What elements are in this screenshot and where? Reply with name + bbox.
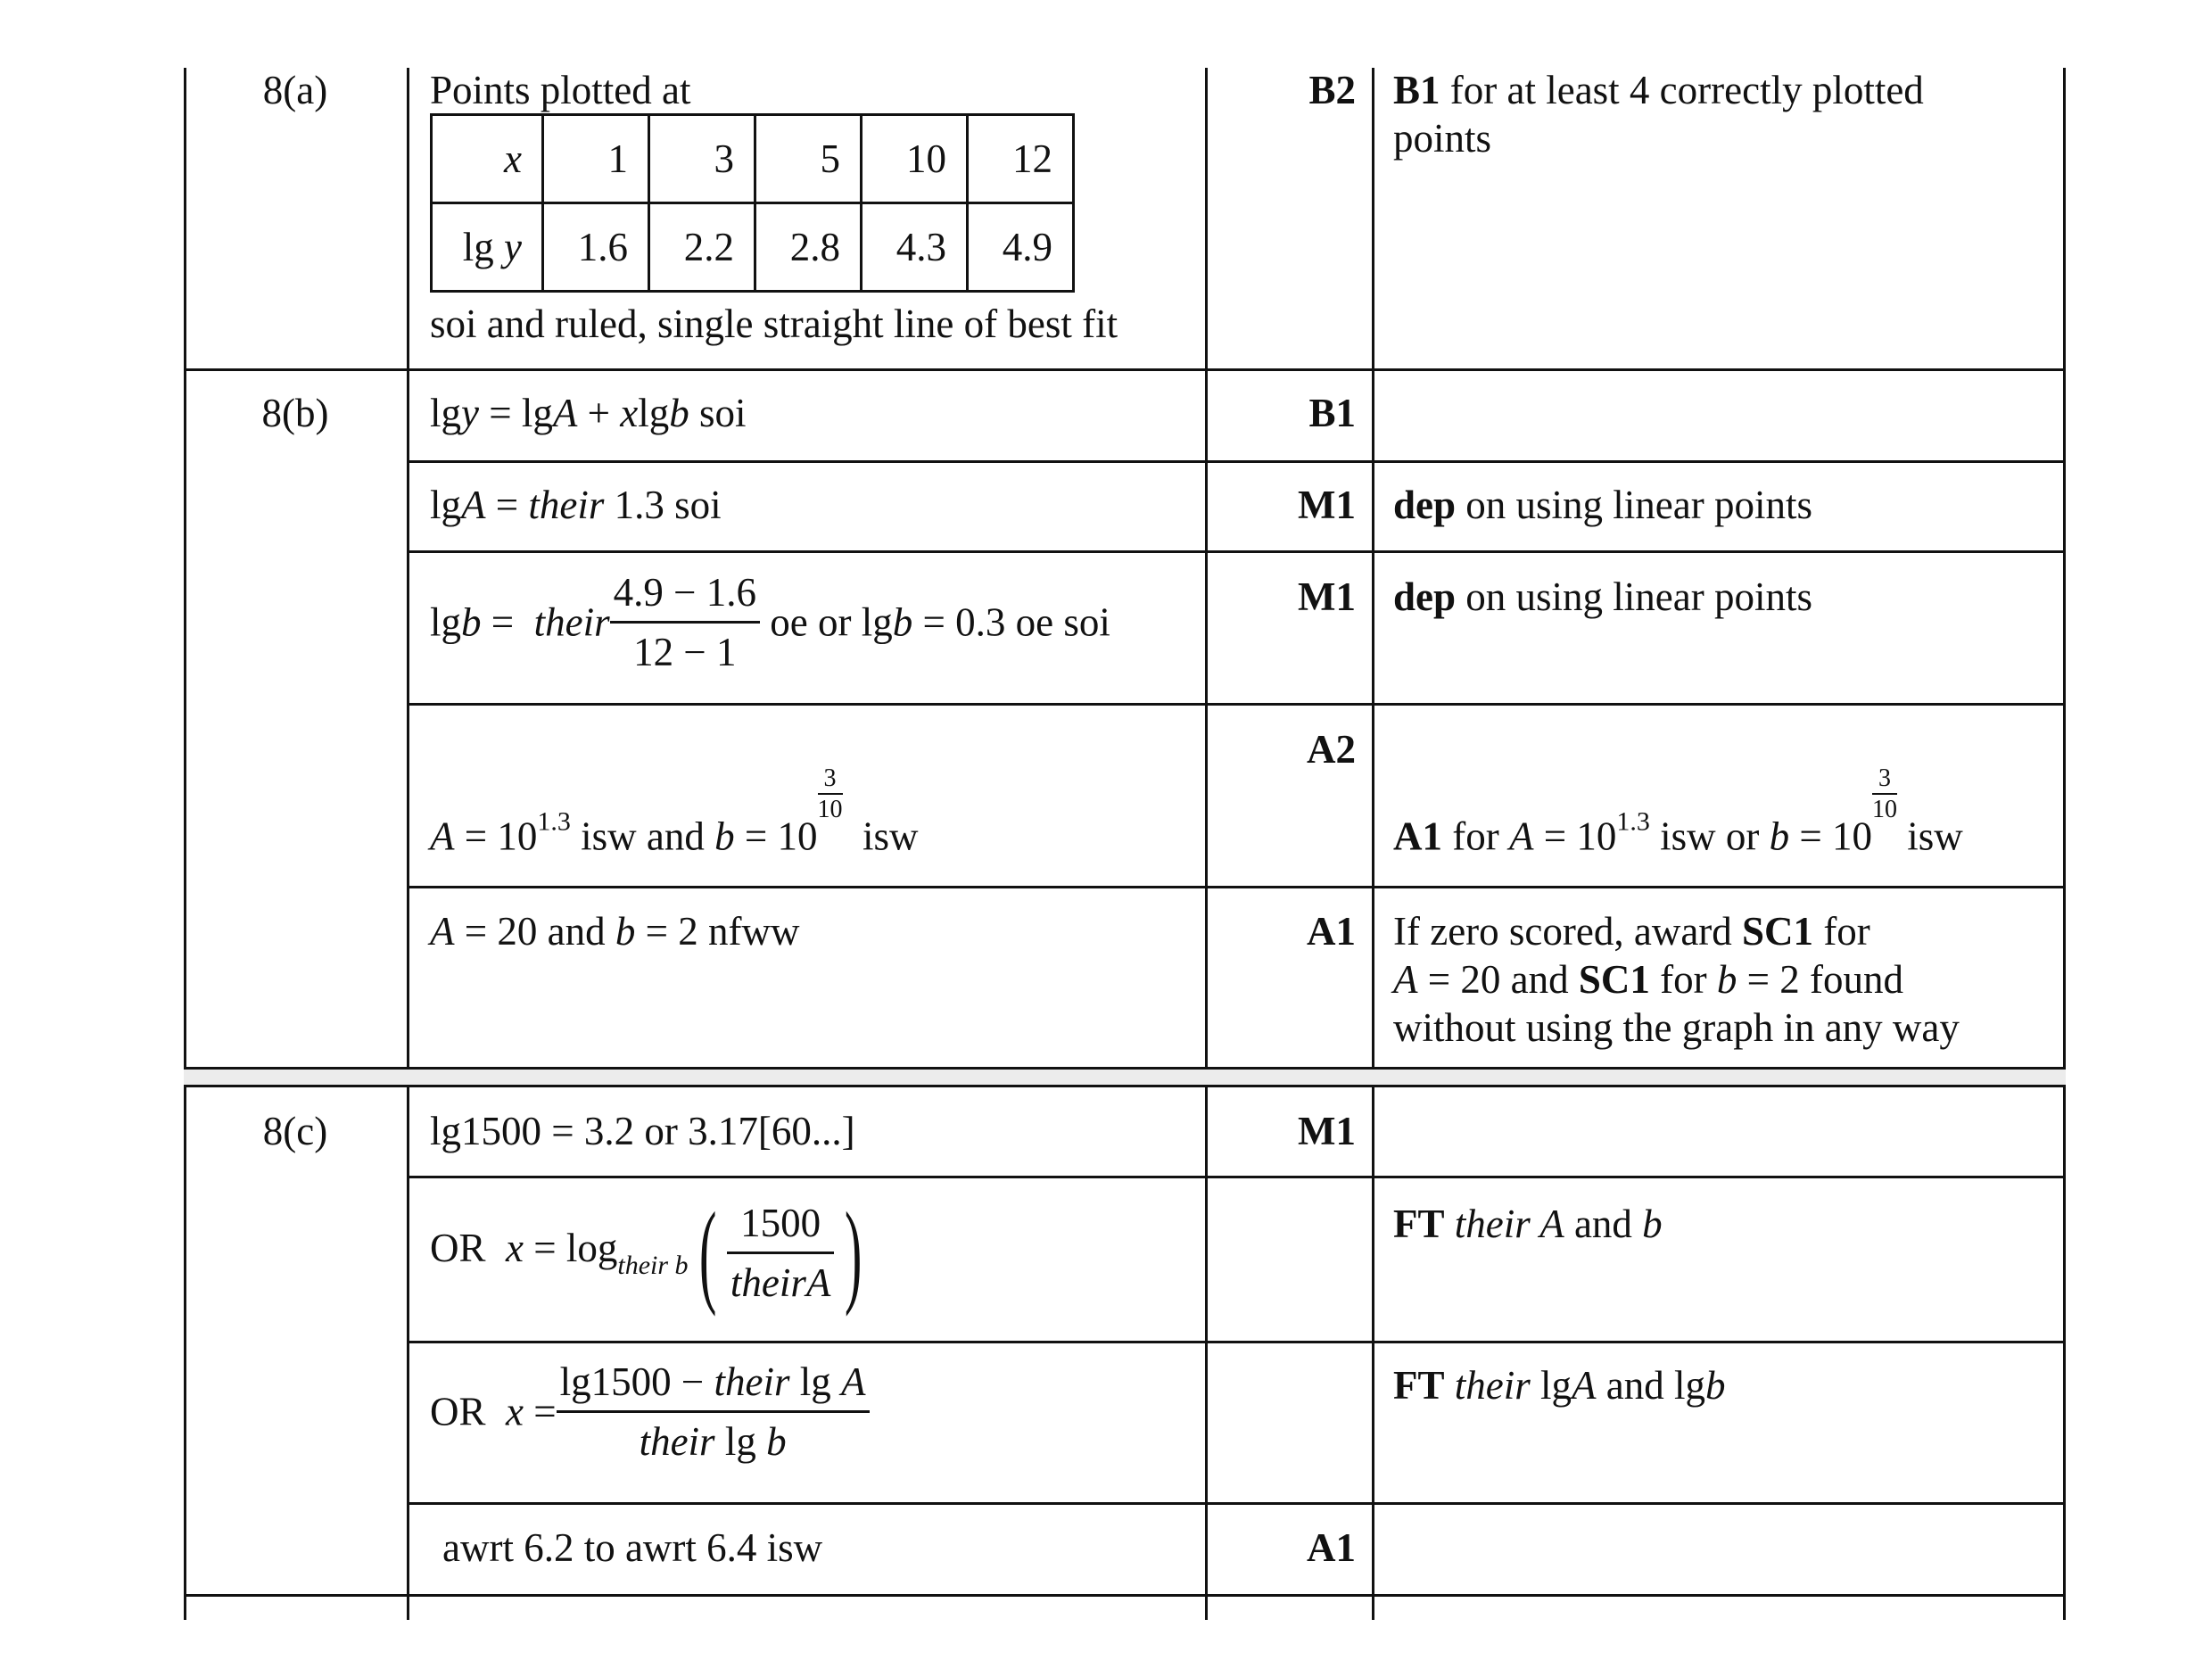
answer-b4: $A = 10^{1.3}$ isw and b = 10 $\frac{3}{10}$ isw	[430, 764, 919, 859]
answer-c4: awrt 6.2 to awrt 6.4 isw	[442, 1525, 823, 1570]
table-row	[432, 203, 1074, 292]
guidance: B1 for at least 4 correctly plotted points	[1393, 68, 1924, 161]
guidance: dep on using linear points	[1393, 483, 1812, 527]
question-number: 8(b)	[261, 391, 329, 435]
row-line	[407, 1341, 2066, 1343]
col-line-2	[407, 68, 409, 1620]
row-line	[184, 1067, 2066, 1070]
row-line	[184, 368, 2066, 371]
mark-label: B1	[1308, 391, 1356, 435]
answer-b5: A = 20 and b = 2 nfww	[430, 909, 800, 954]
table-cell: 12	[968, 115, 1074, 203]
fraction: $\frac{1500}{\text{theirA}}$	[727, 1202, 834, 1305]
fraction: $\frac{4.9 - 1.6}{12 - 1}$	[610, 571, 760, 674]
col-line-right	[2063, 68, 2066, 1620]
row-line	[407, 1176, 2066, 1178]
table-cell: 4.3	[862, 203, 968, 292]
col-line-left	[184, 68, 186, 1620]
points-table	[430, 113, 1075, 293]
question-number: 8(c)	[262, 1109, 328, 1153]
answer-c1: lg1500 = 3.2 or 3.17[60...]	[430, 1109, 855, 1153]
row-line	[407, 886, 2066, 888]
table-cell: 2.2	[649, 203, 755, 292]
answer-c3: OR x = $\frac{\text{lg1500 − their lg A}}{\text{their lg b}}$	[430, 1360, 870, 1464]
table-cell: 10	[862, 115, 968, 203]
mark-label: B2	[1308, 68, 1356, 112]
row-line	[407, 1502, 2066, 1505]
col-line-4	[1372, 68, 1374, 1620]
question-number: 8(a)	[262, 68, 328, 112]
row-line	[184, 1085, 2066, 1087]
answer-intro: Points plotted at	[430, 68, 691, 112]
guidance: FT their A and b	[1393, 1202, 1663, 1246]
table-row	[432, 115, 1074, 203]
table-cell: 1.6	[543, 203, 649, 292]
table-header-x: x	[432, 115, 543, 203]
mark-label: M1	[1298, 574, 1356, 619]
guidance: A1 for $A = 10^{1.3}$ isw or b = 10 $\frac{3}{10}$ isw	[1393, 764, 1963, 859]
row-line	[407, 550, 2066, 553]
section-separator	[184, 1069, 2066, 1086]
mark-label: A2	[1307, 727, 1356, 772]
answer-b1: lgy = lgA + xlgb soi	[430, 391, 747, 435]
mark-label: M1	[1298, 483, 1356, 527]
row-line	[407, 703, 2066, 706]
answer-c2: OR $x = \log_{their b}$( $\frac{1500}{\text{theirA}}$ )	[430, 1189, 863, 1318]
mark-label: A1	[1307, 1525, 1356, 1570]
table-cell: 3	[649, 115, 755, 203]
table-cell: 2.8	[755, 203, 862, 292]
answer-outro: soi and ruled, single straight line of best fit	[430, 302, 1118, 346]
table-cell: 1	[543, 115, 649, 203]
guidance: dep on using linear points	[1393, 574, 1812, 619]
guidance: FT their lgA and lgb	[1393, 1363, 1726, 1408]
guidance: If zero scored, award SC1 for A = 20 and SC1 for b = 2 found without using the graph in any way	[1393, 909, 1960, 1050]
col-line-3	[1205, 68, 1208, 1620]
table-header-lgy: lg y	[432, 203, 543, 292]
mark-label: A1	[1307, 909, 1356, 954]
answer-b2: lgA = their 1.3 soi	[430, 483, 722, 527]
row-line	[407, 460, 2066, 463]
mark-label: M1	[1298, 1109, 1356, 1153]
answer-b3: lgb = their $\frac{4.9 - 1.6}{12 - 1}$ oe or lgb = 0.3 oe soi	[430, 570, 1110, 674]
fraction: $\frac{\text{lg1500 − their lg A}}{\text{their lg b}}$	[557, 1360, 870, 1464]
row-line	[184, 1594, 2066, 1597]
table-cell: 4.9	[968, 203, 1074, 292]
table-cell: 5	[755, 115, 862, 203]
